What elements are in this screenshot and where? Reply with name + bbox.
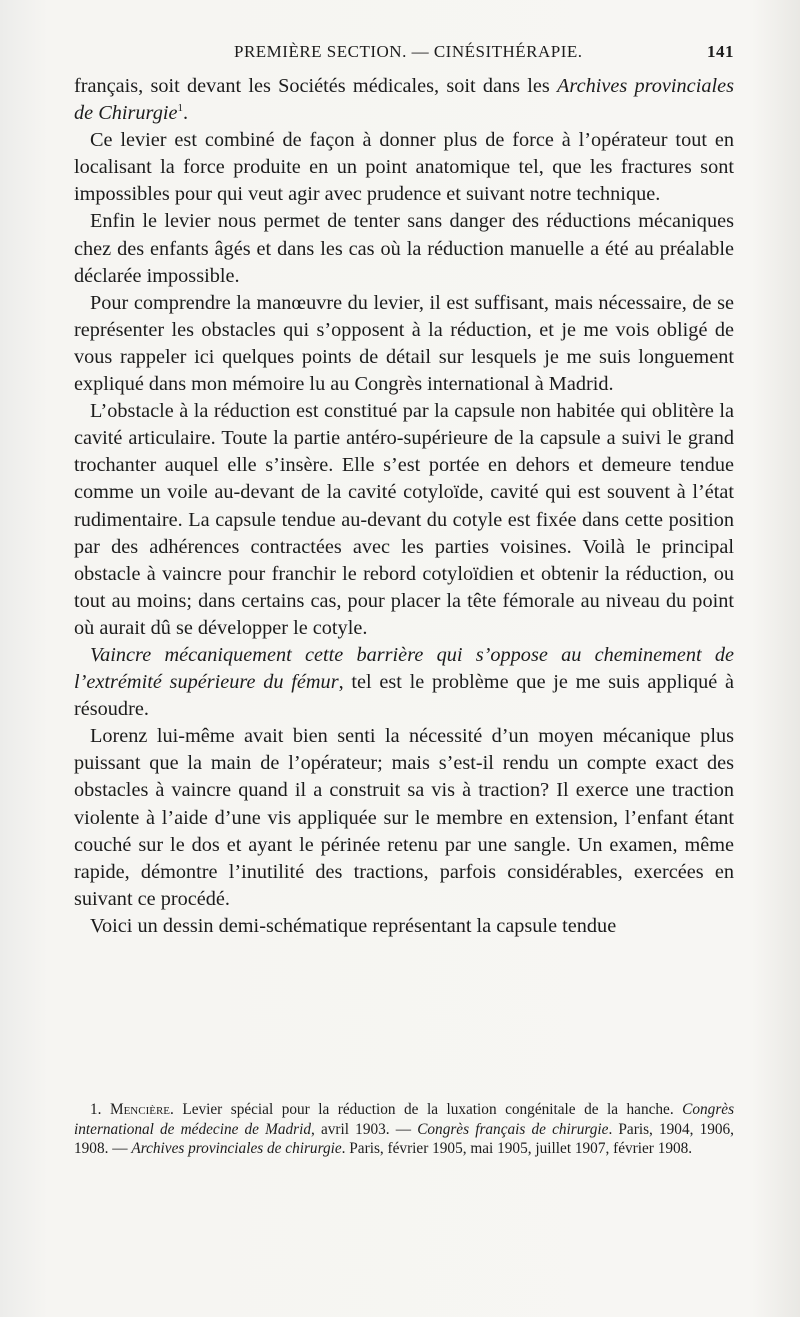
text-run: . Paris, 1904, 1906, 1908. —: [74, 1120, 734, 1157]
text-run: , avril 1903. —: [311, 1120, 418, 1138]
page-number: 141: [707, 42, 734, 61]
running-title: PREMIÈRE SECTION. — CINÉSITHÉRAPIE.: [234, 42, 583, 61]
italic-phrase: Vaincre mécaniquement cette barrière qui s’oppose au cheminement de l’extrémité supérieure du fémur: [74, 643, 734, 694]
text-run: français, soit devant les Sociétés médicales, soit dans les: [74, 75, 558, 97]
paragraph: Enfin le levier nous permet de tenter sans danger des réductions mécaniques chez des enfants âgés et dans les cas où la réduction manuelle a été au préalable déclarée impossible.: [74, 210, 734, 287]
text-run: , tel est le problème que je me suis appliqué à résoudre.: [74, 671, 734, 721]
footnote-number: 1.: [90, 1101, 102, 1118]
italic-title: Archives provinciales de Chirurgie: [74, 75, 734, 125]
italic-title: Archives provinciales de chirurgie: [131, 1140, 342, 1157]
paragraph: Voici un dessin demi-schématique représentant la capsule tendue: [90, 914, 617, 937]
text-run: . Levier spécial pour la réduction de la luxation congénitale de la hanche.: [170, 1101, 683, 1118]
italic-title: Congrès français de chirurgie: [417, 1120, 609, 1138]
body-text: [74, 73, 734, 940]
footnote-ref: 1: [177, 102, 183, 115]
paragraph-continuation: [74, 73, 734, 127]
footnotes: [74, 1100, 734, 1159]
paragraph: Pour comprendre la manœuvre du levier, il est suffisant, mais nécessaire, de se représenter les obstacles qui s’opposent à la réduction, et je me vois obligé de vous rappeler ici quelques points de détail sur lesquels je me suis longuement expliqué dans mon mémoire lu au Congrès international à Madrid.: [74, 291, 734, 396]
footnote-author: Mencière: [109, 1101, 171, 1118]
paragraph: L’obstacle à la réduction est constitué par la capsule non habitée qui oblitère la cavité articulaire. Toute la partie antéro-supérieure de la capsule a suivi le grand trochanter auquel elle s’insère. Elle s’est portée en dehors et demeure tendue comme un voile au-devant de la cavité cotyloïde, cavité qui est souvent à l’état rudimentaire. La capsule tendue au-devant du cotyle est fixée dans cette position par des adhérences contractées avec les parties voisines. Voilà le principal obstacle à vaincre pour franchir le rebord cotyloïdien et obtenir la réduction, ou tout au moins; dans certains cas, pour placer la tête fémorale au niveau du point où aurait dû se développer le cotyle.: [74, 400, 734, 639]
paragraph: Lorenz lui-même avait bien senti la nécessité d’un moyen mécanique plus puissant que la main de l’opérateur; mais s’est-il rendu un compte exact des obstacles à vaincre quand il a construit sa vis à traction? Il exerce une traction violente à l’aide d’une vis appliquée sur le membre en extension, l’enfant étant couché sur le dos et ayant le périnée retenu par une sangle. Un examen, même rapide, démontre l’inutilité des tractions, parfois considérables, exercées en suivant ce procédé.: [74, 725, 734, 910]
page-header: [74, 42, 734, 68]
paragraph: Ce levier est combiné de façon à donner plus de force à l’opérateur tout en localisant la force produite en un point anatomique tel, que les fractures sont impossibles pour qui veut agir avec prudence et suivant notre technique.: [74, 129, 734, 206]
paragraph: [74, 642, 734, 723]
footnote: [74, 1100, 734, 1159]
text-run: .: [182, 102, 189, 125]
italic-title: Congrès international de médecine de Madrid: [74, 1101, 735, 1138]
text-run: . Paris, février 1905, mai 1905, juillet 1907, février 1908.: [341, 1140, 693, 1157]
